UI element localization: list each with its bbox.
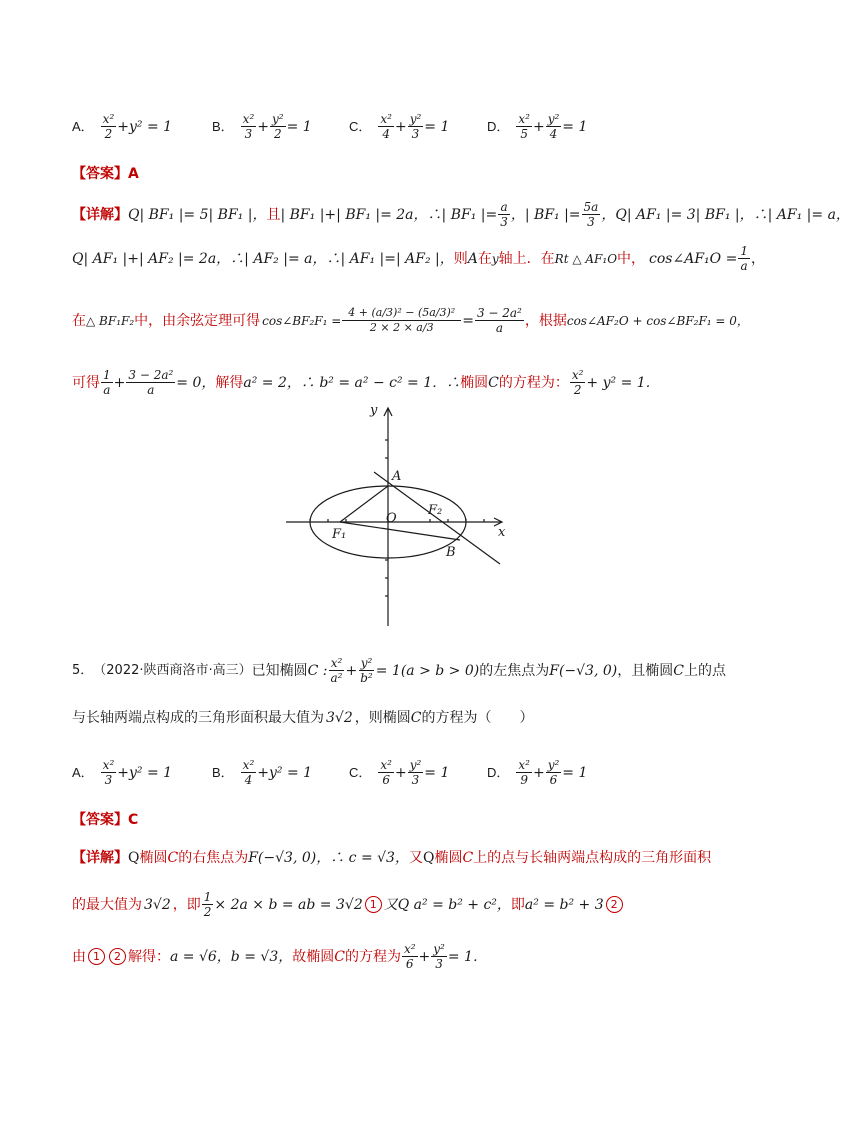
q5-option-d: D． $\frac{\text{x²}}{9}$ + $\frac{\text{y²}}{6}$ = 1 xyxy=(487,758,588,787)
segment-f1-b xyxy=(340,522,460,540)
q5-detail-line1: 【详解】 Q 椭圆 C 的右焦点为 F(−√3, 0)，∴ c = √3， 又 Q 椭圆 C 上的点与长轴两端点构成的三角形面积 xyxy=(72,850,712,866)
q5-options-row xyxy=(72,758,587,787)
label-f2: F₂ xyxy=(428,503,443,518)
q4-option-d: D． $\frac{\text{x²}}{5}$ + $\frac{\text{y²}}{4}$ = 1 xyxy=(487,112,588,141)
q5-answer: 【答案】C xyxy=(72,812,139,828)
q4-option-b: B． $\frac{\text{x²}}{3}$ + $\frac{\text{y²}}{2}$ = 1 xyxy=(212,112,312,141)
circled-number-1: 1 xyxy=(88,948,105,965)
q4-option-c: C． $\frac{\text{x²}}{4}$ + $\frac{\text{y²}}{3}$ = 1 xyxy=(349,112,450,141)
label-y: y xyxy=(370,403,378,418)
q4-detail-line4: 可得 $\frac{1}{a}$ + $\frac{\text{3 − 2a²}}{a}$ = 0， 解得 a² = 2，∴ b² = a² − c² = 1．∴ 椭圆 C 的方程为： $\frac{\text{x²}}{2}$ + y² = 1． xyxy=(72,368,660,397)
label-f1: F₁ xyxy=(332,527,347,542)
q5-stem-line2: 与长轴两端点构成的三角形面积最大值为 3√2 ，则椭圆 C 的方程为（ ） xyxy=(72,710,534,726)
q4-detail-line3: 在 △ BF₁F₂ 中，由余弦定理可得 cos∠BF₂F₁ = $\frac{\text{4 + (a/3)² − (5a/3)²}}{2 \times 2 \times a/3}$ = $\frac{\text{3 − 2a²}}{a}$ ，根据 cos∠AF₂O + cos∠BF₂F₁ = 0， xyxy=(72,306,749,335)
q5-detail-line2: 的最大值为 3√2 ，即 $\frac{1}{2}$ × 2a × b = ab = 3√2 1 又Q a² = b² + c²， 即 a² = b² + 3 2 xyxy=(72,890,625,919)
q5-option-a: A． $\frac{\text{x²}}{3}$ +y² = 1 xyxy=(72,758,173,787)
q4-detail-line2: Q| AF₁ |+| AF₂ |= 2a，∴| AF₂ |= a，∴| AF₁ |=| AF₂ |， 则 A 在 y 轴上．在 Rt △ AF₁O 中， cos∠AF₁O = $\frac{1}{a}$ ， xyxy=(72,244,765,273)
label-o: O xyxy=(386,511,397,526)
q4-option-a: A． $\frac{\text{x²}}{2}$ +y² = 1 xyxy=(72,112,173,141)
label-b: B xyxy=(446,545,456,560)
q4-options-row xyxy=(72,112,587,141)
q5-detail-line3: 由 1 2 解得： a = √6，b = √3， 故椭圆 C 的方程为 $\frac{\text{x²}}{6}$ + $\frac{\text{y²}}{3}$ = 1． xyxy=(72,942,487,971)
q5-option-c: C． $\frac{\text{x²}}{6}$ + $\frac{\text{y²}}{3}$ = 1 xyxy=(349,758,450,787)
ellipse-figure xyxy=(280,400,520,630)
circled-number-1: 1 xyxy=(365,896,382,913)
q4-detail-line1: 【详解】 Q| BF₁ |= 5| BF₁ |， 且 | BF₁ |+| BF₁ |= 2a，∴| BF₁ |= $\frac{a}{3}$ ，| BF₁ |= $\frac{5a}{3}$ ，Q| AF₁ |= 3| BF₁ |，∴| AF₁ |= a， xyxy=(72,200,850,229)
label-x: x xyxy=(498,525,506,540)
label-a: A xyxy=(392,469,402,484)
circled-number-2: 2 xyxy=(109,948,126,965)
q4-answer: 【答案】A xyxy=(72,166,139,182)
circled-number-2: 2 xyxy=(606,896,623,913)
q5-stem-line1: 5． （2022·陕西商洛市·高三） 已知椭圆 C : $\frac{\text{x²}}{\text{a²}}$ + $\frac{\text{y²}}{\text{b²}}$ = 1(a > b > 0) 的左焦点为 F(−√3, 0) ，且椭圆 C 上的点 xyxy=(72,656,726,685)
q5-option-b: B． $\frac{\text{x²}}{4}$ +y² = 1 xyxy=(212,758,313,787)
